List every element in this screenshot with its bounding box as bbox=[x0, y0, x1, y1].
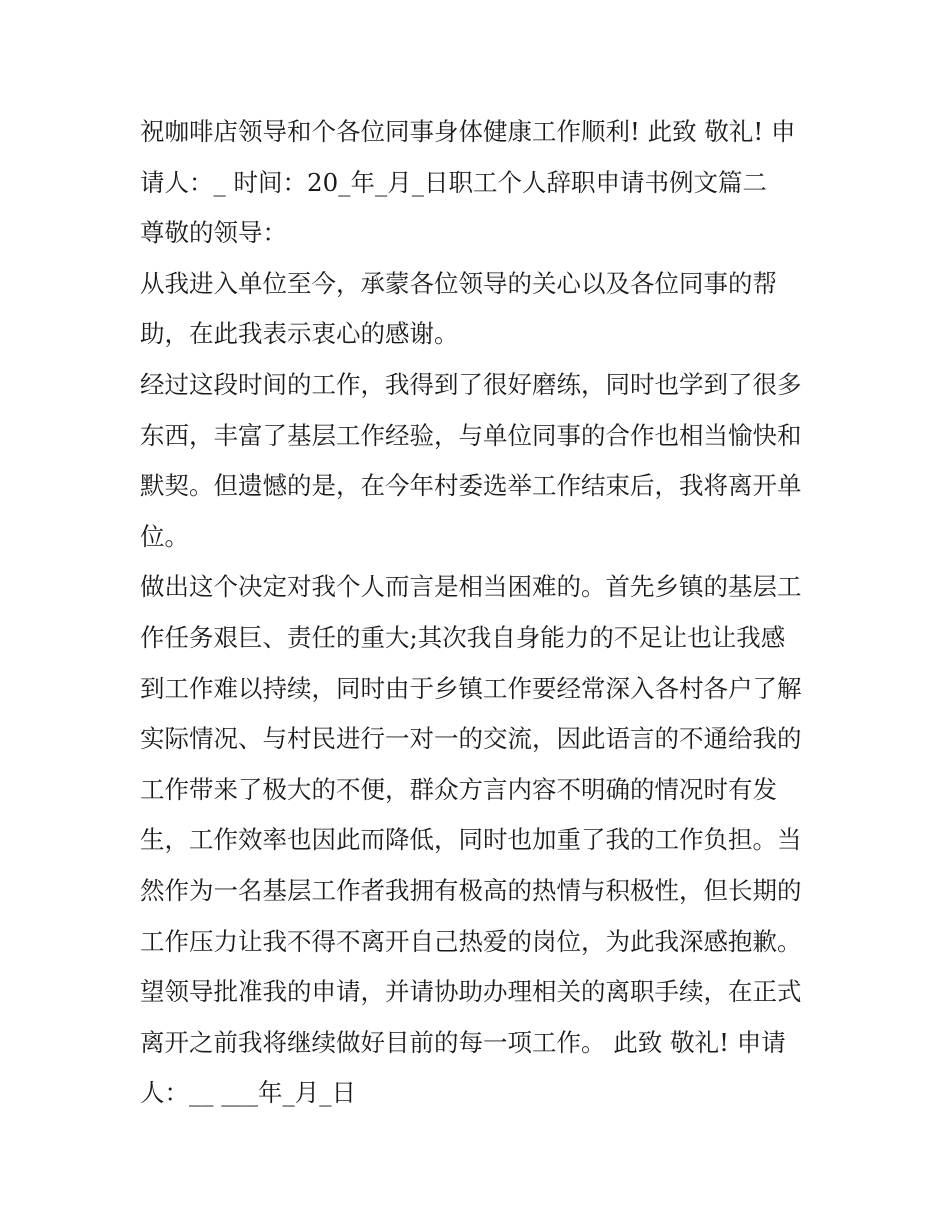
text-line: 请人：_ 时间：20_年_月_日职工个人辞职申请书例文篇二 bbox=[140, 167, 767, 197]
text-line: 望领导批准我的申请，并请协助办理相关的离职手续，在正式 bbox=[140, 977, 802, 1007]
salutation: 尊敬的领导： bbox=[140, 218, 287, 248]
text-line: 位。 bbox=[140, 521, 189, 551]
text-line: 作任务艰巨、责任的重大;其次我自身能力的不足让也让我感 bbox=[140, 622, 786, 652]
text-line: 默契。但遗憾的是，在今年村委选举工作结束后，我将离开单 bbox=[140, 471, 802, 501]
text-line: 东西，丰富了基层工作经验，与单位同事的合作也相当愉快和 bbox=[140, 420, 802, 450]
text-line: 助，在此我表示衷心的感谢。 bbox=[140, 319, 459, 349]
text-line: 实际情况、与村民进行一对一的交流，因此语言的不通给我的 bbox=[140, 724, 802, 754]
text-line: 祝咖啡店领导和个各位同事身体健康工作顺利! 此致 敬礼! 申 bbox=[140, 117, 796, 146]
text-line: 工作压力让我不得不离开自己热爱的岗位，为此我深感抱歉。 bbox=[140, 926, 802, 956]
text-line: 到工作难以持续，同时由于乡镇工作要经常深入各村各户了解 bbox=[140, 673, 802, 703]
signature-line: 人：__ ___年_月_日 bbox=[140, 1078, 357, 1108]
text-line: 工作带来了极大的不便，群众方言内容不明确的情况时有发 bbox=[140, 774, 777, 804]
text-line: 生，工作效率也因此而降低，同时也加重了我的工作负担。当 bbox=[140, 825, 802, 855]
text-line: 做出这个决定对我个人而言是相当困难的。首先乡镇的基层工 bbox=[140, 572, 802, 602]
document-body bbox=[140, 107, 816, 1119]
text-line: 离开之前我将继续做好目前的每一项工作。 此致 敬礼! 申请 bbox=[140, 1027, 786, 1057]
text-line: 然作为一名基层工作者我拥有极高的热情与积极性，但长期的 bbox=[140, 875, 802, 905]
text-line: 从我进入单位至今，承蒙各位领导的关心以及各位同事的帮 bbox=[140, 268, 777, 298]
text-line: 经过这段时间的工作，我得到了很好磨练，同时也学到了很多 bbox=[140, 369, 802, 399]
